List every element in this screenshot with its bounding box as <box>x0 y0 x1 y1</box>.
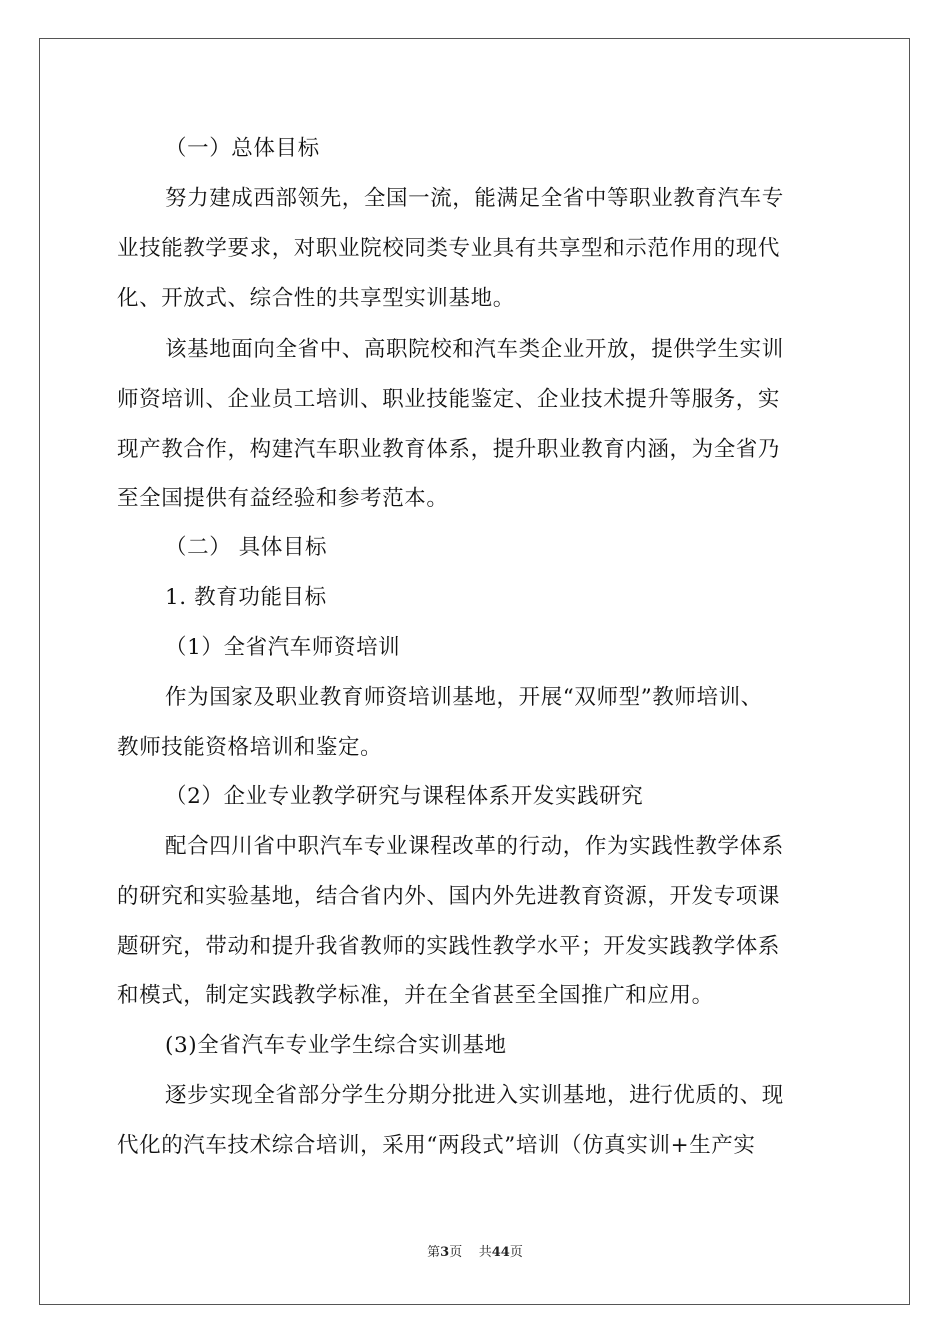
paragraph-line: 师资培训、企业员工培训、职业技能鉴定、企业技术提升等服务，实 <box>117 387 781 412</box>
page-footer <box>0 1245 950 1261</box>
paragraph-line: 努力建成西部领先，全国一流，能满足全省中等职业教育汽车专 <box>165 186 784 211</box>
heading-education-function: 1. 教育功能目标 <box>165 585 327 610</box>
paragraph-line: 现产教合作，构建汽车职业教育体系，提升职业教育内涵，为全省乃 <box>117 437 781 462</box>
heading-overall-goal: （一）总体目标 <box>165 136 320 161</box>
paragraph-line: 题研究，带动和提升我省教师的实践性教学水平；开发实践教学体系 <box>117 934 781 959</box>
heading-specific-goal: （二） 具体目标 <box>165 535 328 560</box>
footer-current-page: 3 <box>440 1245 450 1260</box>
footer-total-pages: 44 <box>491 1245 510 1260</box>
subheading-student-training-base: (3)全省汽车专业学生综合实训基地 <box>165 1033 507 1058</box>
paragraph-line: 代化的汽车技术综合培训，采用“两段式”培训（仿真实训+生产实 <box>117 1133 756 1158</box>
footer-total-unit: 页 <box>509 1245 523 1260</box>
subheading-teacher-training: （1）全省汽车师资培训 <box>165 635 401 660</box>
footer-prefix: 第 <box>427 1245 441 1260</box>
paragraph-line: 至全国提供有益经验和参考范本。 <box>117 486 449 511</box>
paragraph-line: 该基地面向全省中、高职院校和汽车类企业开放，提供学生实训 <box>165 337 784 362</box>
footer-page-unit: 页 <box>449 1245 463 1260</box>
paragraph-line: 和模式，制定实践教学标准，并在全省甚至全国推广和应用。 <box>117 983 714 1008</box>
paragraph-line: 业技能教学要求，对职业院校同类专业具有共享型和示范作用的现代 <box>117 236 781 261</box>
paragraph-line: 作为国家及职业教育师资培训基地，开展“双师型”教师培训、 <box>165 685 763 710</box>
paragraph-line: 教师技能资格培训和鉴定。 <box>117 735 383 760</box>
paragraph-line: 的研究和实验基地，结合省内外、国内外先进教育资源，开发专项课 <box>117 884 781 909</box>
page-border <box>39 38 910 1305</box>
footer-total-prefix: 共 <box>478 1245 492 1260</box>
paragraph-line: 逐步实现全省部分学生分期分批进入实训基地，进行优质的、现 <box>165 1083 784 1108</box>
paragraph-line: 配合四川省中职汽车专业课程改革的行动，作为实践性教学体系 <box>165 834 784 859</box>
subheading-curriculum-research: （2）企业专业教学研究与课程体系开发实践研究 <box>165 784 644 809</box>
paragraph-line: 化、开放式、综合性的共享型实训基地。 <box>117 286 515 311</box>
